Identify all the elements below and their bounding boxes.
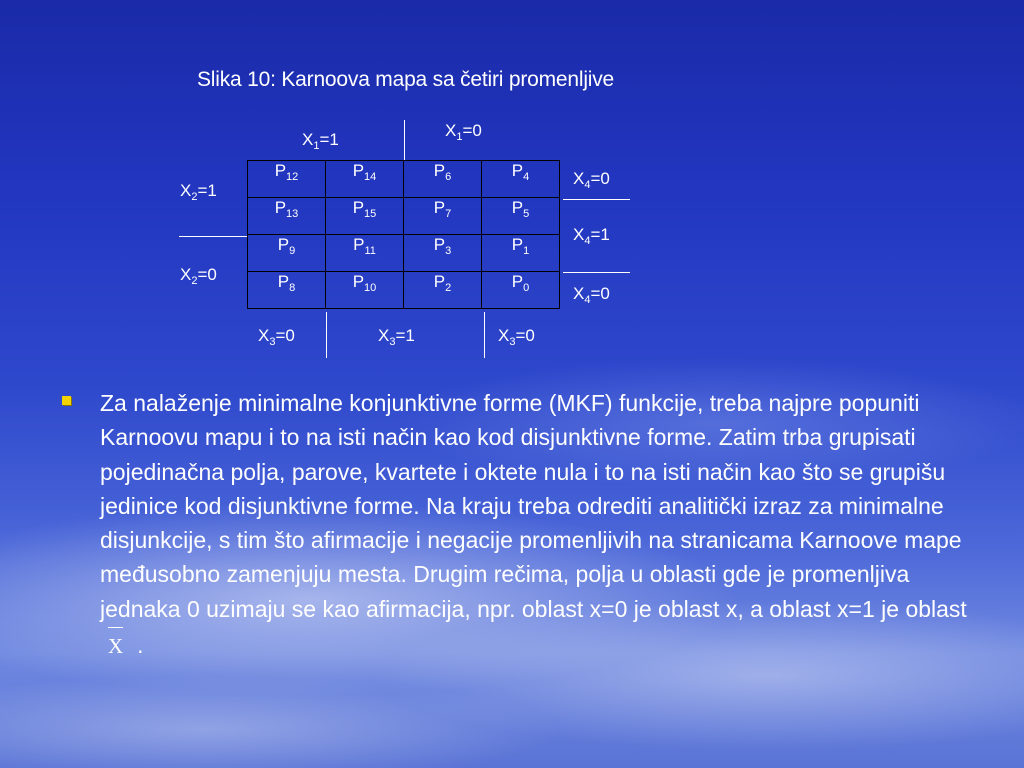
label-x2-eq-1: $X_2=1$ (180, 181, 217, 203)
kmap-cell: $P_{13}$ (248, 198, 326, 235)
bottom-divider-2 (484, 312, 485, 358)
label-x4-eq-0-bottom: $X_4=0$ (573, 284, 610, 306)
right-divider-2 (563, 272, 630, 273)
kmap-row (248, 235, 560, 272)
bullet-square-icon (62, 396, 71, 405)
label-x2-eq-0: $X_2=0$ (180, 265, 217, 287)
kmap-cell: $P_8$ (248, 272, 326, 309)
label-x4-eq-1: $X_4=1$ (573, 225, 610, 247)
x-overline-symbol: X (108, 626, 123, 663)
bullet-paragraph: Za nalaženje minimalne konjunktivne forme (MKF) funkcije, treba najpre popuniti Karnoovu mapu i to na isti način kao kod disjunktivne forme. Zatim trba grupisati pojedinačna polja, parove, kvartete i oktete nula i to na isti način kao što se grupišu jedinice kod disjunktivne forme. Na kraju treba odrediti analitički izraz za minimalne disjunkcije, s tim što afirmacije i negacije promenljivih na stranicama Karnoove mape međusobno zamenjuju mesta. Drugim rečima, polja u oblasti gde je promenljiva jednaka 0 uzimaju se kao afirmacija, npr. oblast x=0 je oblast x, a oblast x=1 je oblastX . (100, 386, 980, 663)
kmap-row (248, 272, 560, 309)
kmap-cell: $P_4$ (482, 161, 560, 198)
kmap-cell: $P_{11}$ (326, 235, 404, 272)
label-x3-eq-1: $X_3=1$ (378, 326, 415, 348)
label-x3-eq-0-left: $X_3=0$ (258, 326, 295, 348)
left-divider (179, 236, 247, 237)
kmap-cell: $P_7$ (404, 198, 482, 235)
kmap-cell: $P_9$ (248, 235, 326, 272)
kmap-row (248, 198, 560, 235)
kmap-cell: $P_2$ (404, 272, 482, 309)
kmap-cell: $P_{15}$ (326, 198, 404, 235)
kmap-cell: $P_3$ (404, 235, 482, 272)
kmap-cell: $P_{10}$ (326, 272, 404, 309)
slide-title: Slika 10: Karnoova mapa sa četiri promenljive (197, 68, 615, 91)
kmap-cell: $P_5$ (482, 198, 560, 235)
label-x1-eq-1: $X_1=1$ (302, 130, 339, 152)
kmap-row (248, 161, 560, 198)
top-divider (404, 120, 405, 160)
bottom-divider-1 (326, 312, 327, 358)
label-x4-eq-0-top: $X_4=0$ (573, 169, 610, 191)
kmap-cell: $P_{14}$ (326, 161, 404, 198)
label-x3-eq-0-right: $X_3=0$ (498, 326, 535, 348)
kmap-cell: $P_1$ (482, 235, 560, 272)
kmap-cell: $P_0$ (482, 272, 560, 309)
right-divider-1 (563, 199, 630, 200)
label-x1-eq-0: $X_1=0$ (445, 121, 482, 143)
kmap-cell: $P_{12}$ (248, 161, 326, 198)
kmap-cell: $P_6$ (404, 161, 482, 198)
karnaugh-map (247, 160, 560, 309)
